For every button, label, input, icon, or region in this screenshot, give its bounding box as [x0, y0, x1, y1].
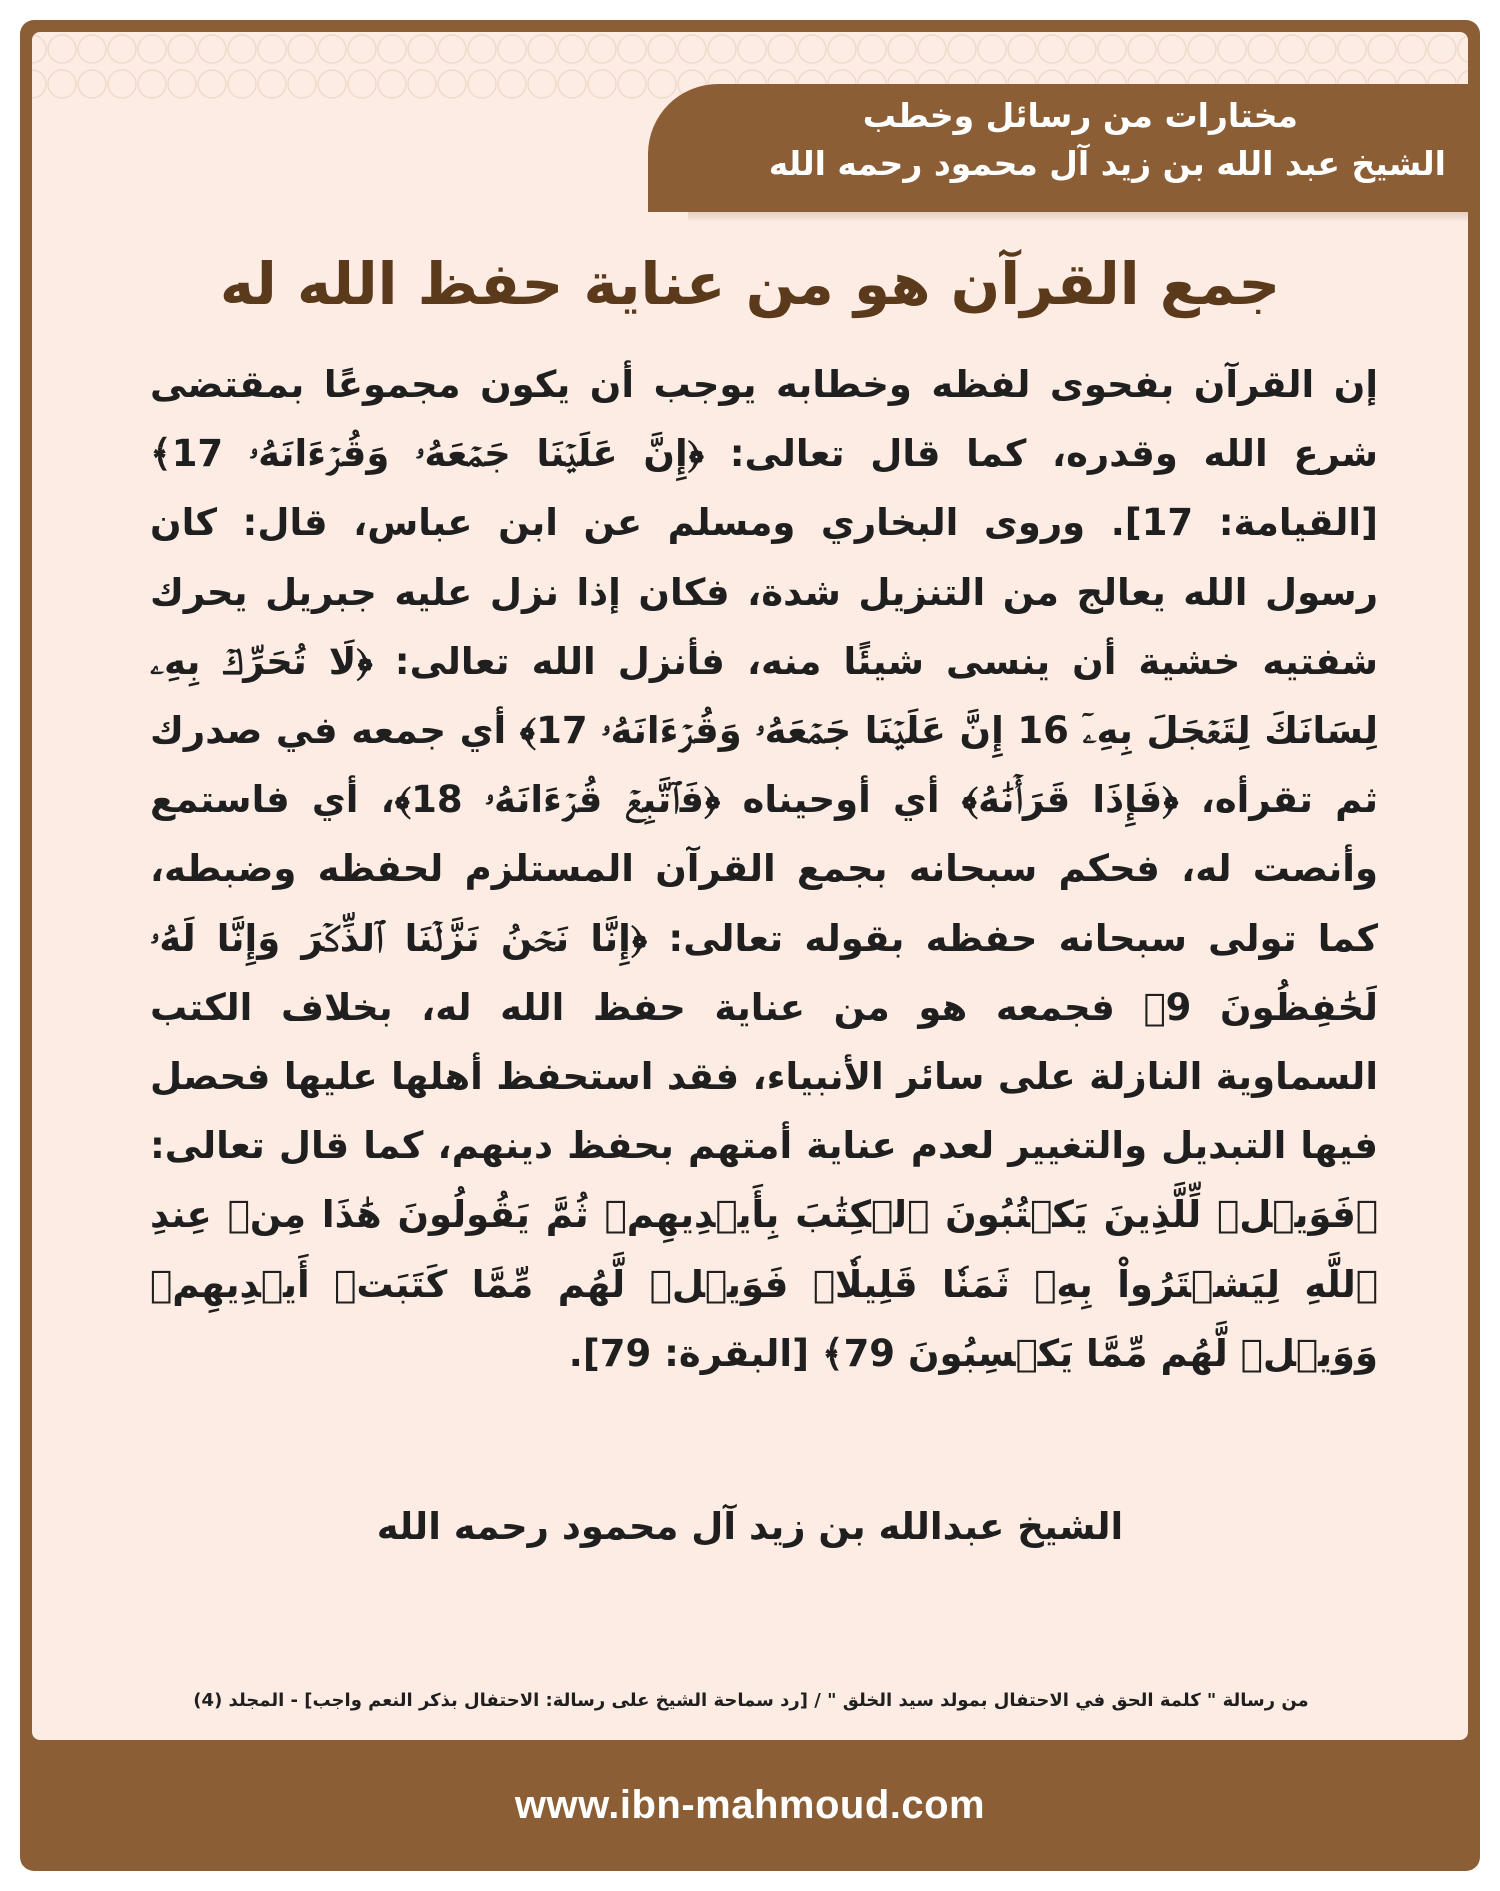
header-line-2: الشيخ عبد الله بن زيد آل محمود رحمه الله	[768, 144, 1446, 183]
author-signature: الشيخ عبدالله بن زيد آل محمود رحمه الله	[376, 1505, 1124, 1548]
header-shadow	[688, 210, 1468, 222]
footer-bar	[20, 1740, 1480, 1871]
article-title: جمع القرآن هو من عناية حفظ الله له	[219, 250, 1281, 318]
website-link[interactable]: www.ibn-mahmoud.com	[514, 1783, 986, 1827]
source-citation: من رسالة " كلمة الحق في الاحتفال بمولد سيد الخلق " / [رد سماحة الشيخ على رسالة: الاحتفال بذكر النعم واجب] - المجلد (4)	[193, 1690, 1309, 1711]
header-line-1: مختارات من رسائل وخطب	[862, 96, 1298, 135]
article-body: إن القرآن بفحوى لفظه وخطابه يوجب أن يكون مجموعًا بمقتضى شرع الله وقدره، كما قال تعالى: ﴿إِنَّ عَلَيۡنَا جَمۡعَهُۥ وَقُرۡءَانَهُۥ 17﴾ [القيامة: 17]. وروى البخاري ومسلم عن ابن عباس، قال: كان رسول الله يعالج من التنزيل شدة، فكان إذا نزل عليه جبريل يحرك شفتيه خشية أن ينسى شيئًا منه، فأنزل الله تعالى: ﴿لَا تُحَرِّكۡ بِهِۦ لِسَانَكَ لِتَعۡجَلَ بِهِۦٓ 16 إِنَّ عَلَيۡنَا جَمۡعَهُۥ وَقُرۡءَانَهُۥ 17﴾ أي جمعه في صدرك ثم تقرأه، ﴿فَإِذَا قَرَأۡنَٰهُ﴾ أي أوحيناه ﴿فَٱتَّبِعۡ قُرۡءَانَهُۥ 18﴾، أي فاستمع وأنصت له، فحكم سبحانه بجمع القرآن المستلزم لحفظه وضبطه، كما تولى سبحانه حفظه بقوله تعالى: ﴿إِنَّا نَحۡنُ نَزَّلۡنَا ٱلذِّكۡرَ وَإِنَّا لَهُۥ لَحَٰفِظُونَ 9﴾ فجمعه هو من عناية حفظ الله له، بخلاف الكتب السماوية النازلة على سائر الأنبياء، فقد استحفظ أهلها عليها فحصل فيها التبديل والتغيير لعدم عناية أمتهم بحفظ دينهم، كما قال تعالى: ﴿فَوَيۡلٞ لِّلَّذِينَ يَكۡتُبُونَ ٱلۡكِتَٰبَ بِأَيۡدِيهِمۡ ثُمَّ يَقُولُونَ هَٰذَا مِنۡ عِندِ ٱللَّهِ لِيَشۡتَرُواْ بِهِۦ ثَمَنٗا قَلِيلٗاۖ فَوَيۡلٞ لَّهُم مِّمَّا كَتَبَتۡ أَيۡدِيهِمۡ وَوَيۡلٞ لَّهُم مِّمَّا يَكۡسِبُونَ 79﴾ [البقرة: 79].	[150, 363, 1379, 1375]
content-panel	[32, 32, 1468, 1740]
